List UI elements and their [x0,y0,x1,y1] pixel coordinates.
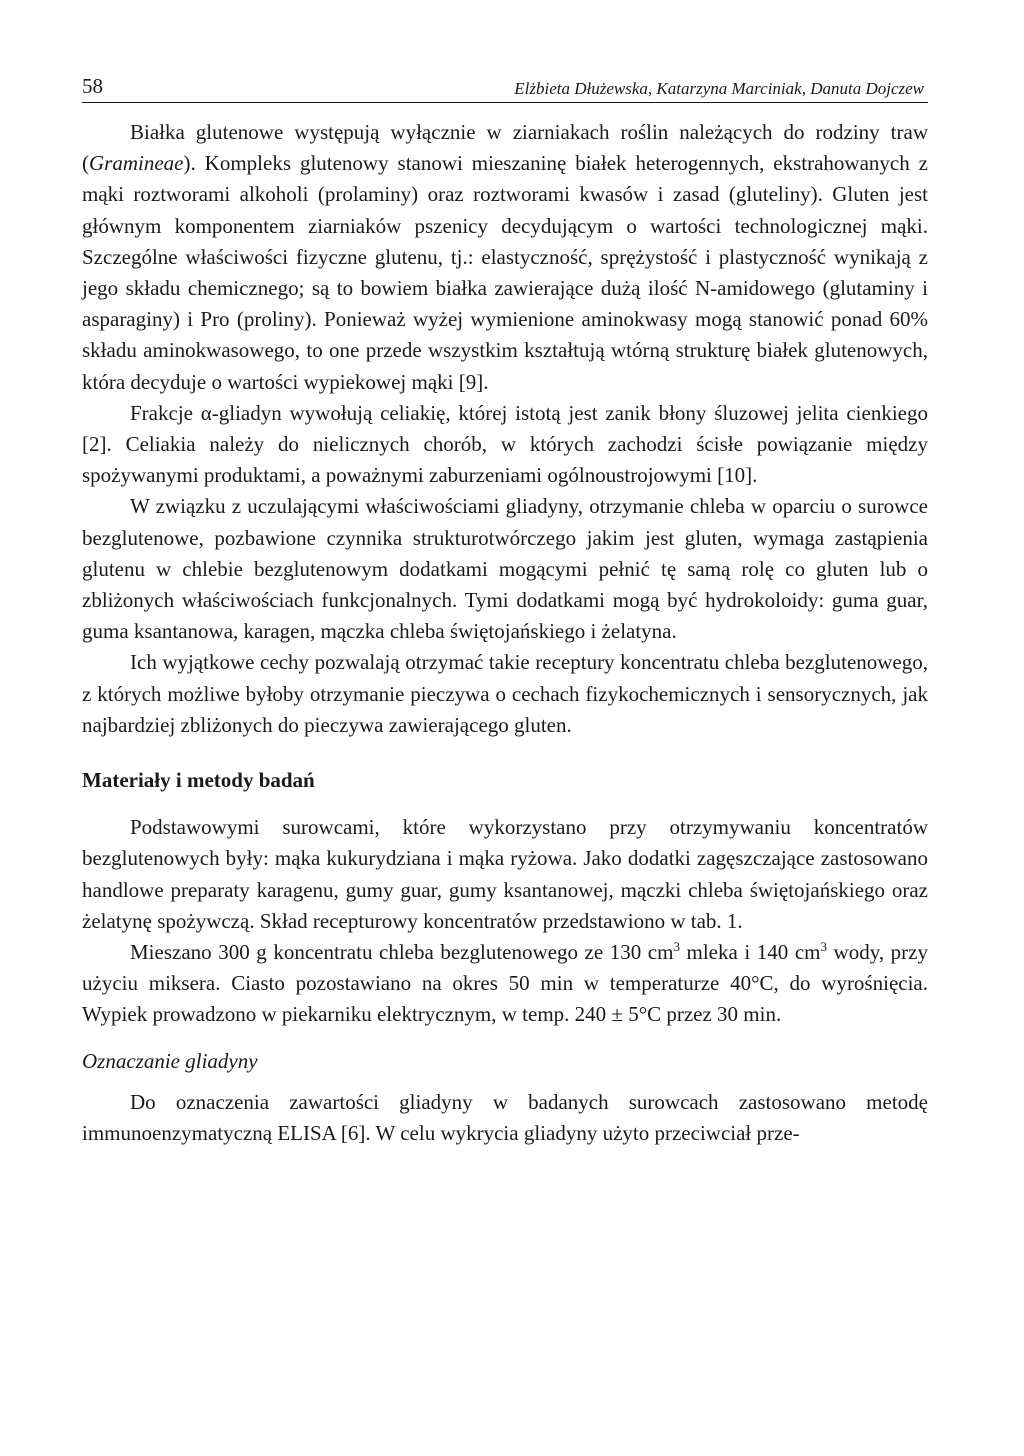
running-header [82,74,928,103]
paragraph-raw-materials: Podstawowymi surowcami, które wykorzystano przy otrzymywaniu koncentratów bezglutenowych były: mąka kukurydziana i mąka ryżowa. Jako dodatki zagęszczające zastosowano handlowe preparaty karagenu, gumy guar, gumy ksantanowej, mączki chleba świętojańskiego oraz żelatynę spożywczą. Skład recepturowy koncentratów przedstawiono w tab. 1. [82,815,928,933]
paragraph-text: wody, przy użyciu miksera. Ciasto pozostawiano na okres 50 min w temperaturze 40°C, do wyrośnięcia. Wypiek prowadzono w piekarniku elektrycznym, w temp. 240 ± 5°C przez 30 min. [82,940,928,1027]
paragraph-text: Białka glutenowe występują wyłącznie w ziarniakach roślin należących do rodziny traw ( [82,120,928,176]
superscript: 3 [673,939,680,955]
running-header-authors: Elżbieta Dłużewska, Katarzyna Marciniak, Danuta Dojczew [514,79,924,98]
section-heading: Materiały i metody badań [82,768,315,793]
paragraph-text: Mieszano 300 g koncentratu chleba bezglutenowego ze 130 cm [130,940,674,965]
subsection-heading: Oznaczanie gliadyny [82,1048,258,1073]
page [82,74,928,1149]
paragraph-baking-method [82,937,928,1031]
paragraph-recipes: Ich wyjątkowe cechy pozwalają otrzymać takie receptury koncentratu chleba bezglutenowego, z których możliwe byłoby otrzymanie pieczywa o cechach fizykochemicznych i sensorycznych, jak najbardziej zbliżonych do pieczywa zawierającego gluten. [82,650,928,737]
paragraph-text: ). Kompleks glutenowy stanowi mieszaninę białek heterogennych, ekstrahowanych z mąki roztworami alkoholi (prolaminy) oraz roztworami kwasów i zasad (gluteliny). Gluten jest głównym komponentem ziarniaków pszenicy decydującym o wartości technologicznej mąki. Szczególne właściwości fizyczne glutenu, tj.: elastyczność, sprężystość i plastyczność wynikają z jego składu chemicznego; są to bowiem białka zawierające dużą ilość N-amidowego (glutaminy i asparaginy) i Pro (proliny). Ponieważ wyżej wymienione aminokwasy mogą stanowić ponad 60% składu aminokwasowego, to one przede wszystkim kształtują wtórną strukturę białek glutenowych, która decyduje o wartości wypiekowej mąki [9]. [82,151,928,394]
paragraph-elisa: Do oznaczenia zawartości gliadyny w badanych surowcach zastosowano metodę immunoenzymatyczną ELISA [6]. W celu wykrycia gliadyny użyto przeciwciał prze- [82,1089,928,1146]
paragraph-text: mleka i 140 cm [679,940,821,965]
italic-latin-term: Gramineae [89,151,184,176]
article-body [82,117,928,1149]
page-number: 58 [82,74,103,98]
superscript: 3 [820,939,827,955]
paragraph-gluten-proteins [82,117,928,398]
paragraph-celiac: Frakcje α-gliadyn wywołują celiakię, której istotą jest zanik błony śluzowej jelita cienkiego [2]. Celiakia należy do nielicznych chorób, w których zachodzi ścisłe powiązanie między spożywanymi produktami, a poważnymi zaburzeniami ogólnoustrojowymi [10]. [82,400,928,488]
paragraph-hydrocolloids: W związku z uczulającymi właściwościami gliadyny, otrzymanie chleba w oparciu o surowce bezglutenowe, pozbawione czynnika strukturotwórczego jakim jest gluten, wymaga zastąpienia glutenu w chlebie bezglutenowym dodatkami mogącymi pełnić tę samą rolę co gluten lub o zbliżonych właściwościach funkcjonalnych. Tymi dodatkami mogą być hydrokoloidy: guma guar, guma ksantanowa, karagen, mączka chleba świętojańskiego i żelatyna. [82,494,928,644]
